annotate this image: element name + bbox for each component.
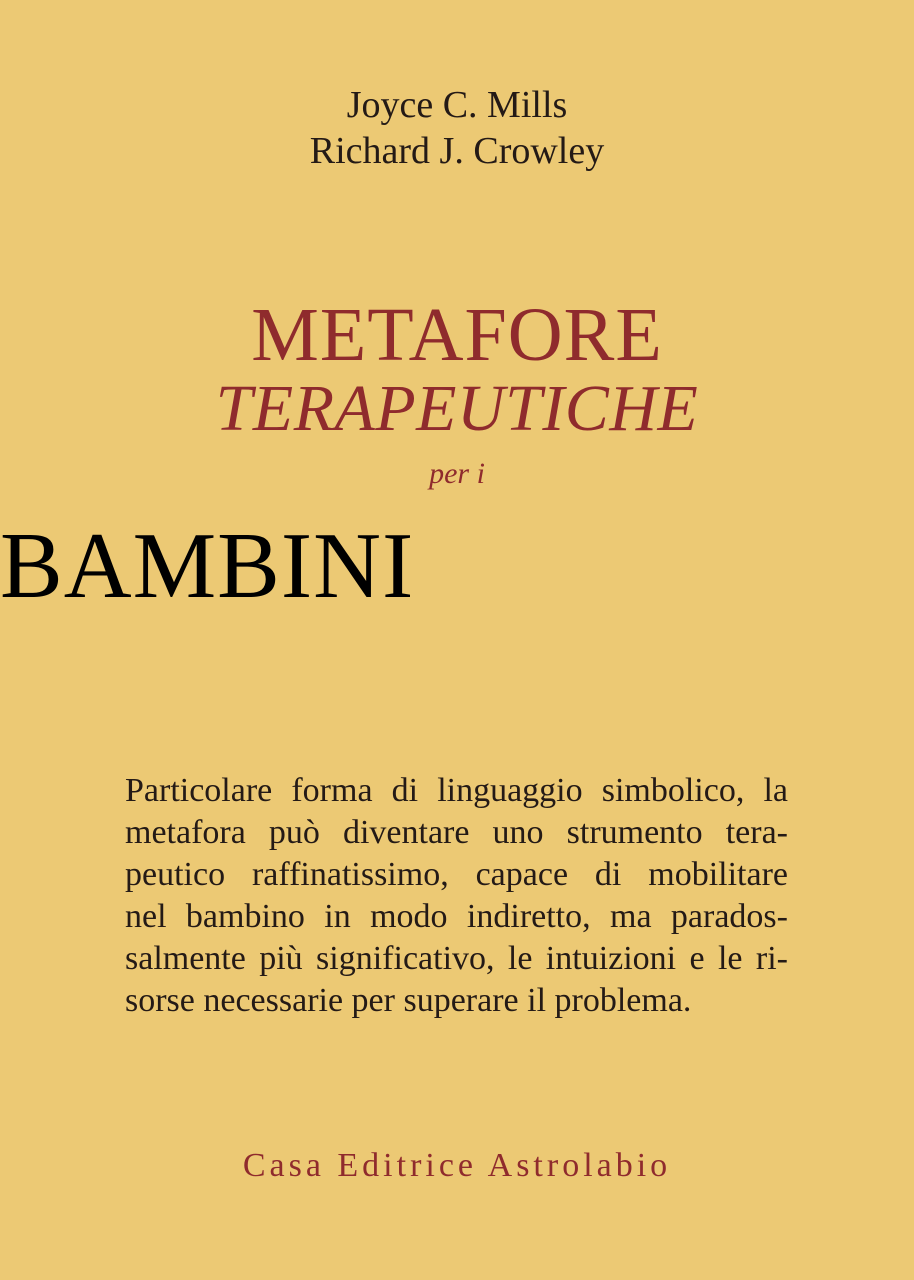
- blurb-text: [125, 770, 788, 1022]
- title-line-1: METAFORE: [251, 293, 663, 377]
- blurb-line-3: peutico raffinatissimo, capace di mobilitare: [125, 856, 788, 893]
- blurb-line-5: salmente più significativo, le intuizioni e le ri-: [125, 940, 788, 977]
- author-2: Richard J. Crowley: [309, 130, 605, 172]
- title-line-3: per i: [429, 457, 485, 490]
- title-line-4: BAMBINI: [0, 514, 415, 618]
- blurb-line-4: nel bambino in modo indiretto, ma parados-: [125, 898, 788, 935]
- author-1: Joyce C. Mills: [346, 84, 568, 126]
- authors: [0, 82, 914, 174]
- blurb-line-1: Particolare forma di linguaggio simbolico, la: [125, 772, 788, 809]
- blurb-line-6: sorse necessarie per superare il problema.: [125, 982, 692, 1019]
- publisher-name: Casa Editrice Astrolabio: [242, 1147, 672, 1184]
- title-line-2: TERAPEUTICHE: [215, 372, 699, 445]
- blurb-line-2: metafora può diventare uno strumento tera-: [125, 814, 788, 851]
